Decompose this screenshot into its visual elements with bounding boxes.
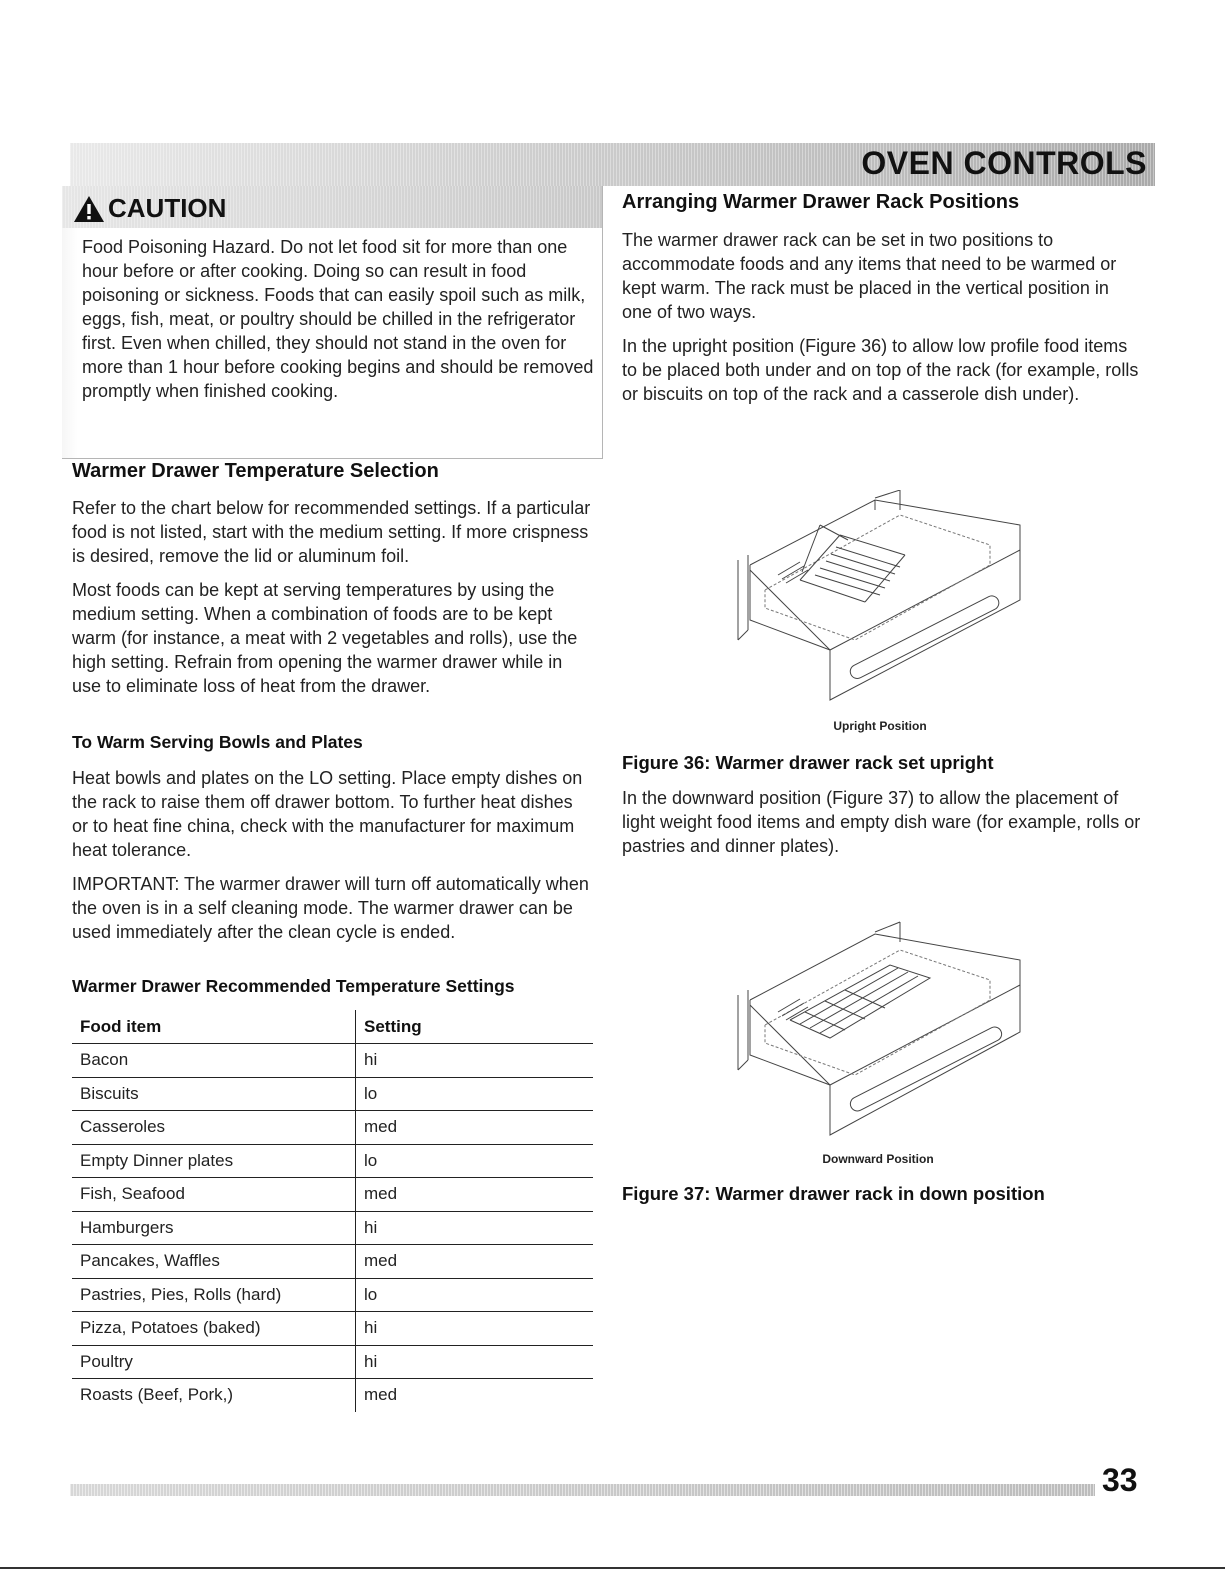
food-item-cell: Pancakes, Waffles <box>72 1245 356 1279</box>
temperature-selection-para-2: Most foods can be kept at serving temperatures by using the medium setting. When a combination of foods are to be kept warm (for instance, a meat with 2 vegetables and rolls), use the high setting. Refrain from opening the warmer drawer while in use to eliminate loss of heat from the drawer. <box>72 580 578 696</box>
table-row <box>72 1345 593 1379</box>
caution-header <box>62 186 602 228</box>
caution-title <box>72 193 226 224</box>
setting-cell: med <box>364 1385 398 1405</box>
food-item-cell: Poultry <box>72 1345 356 1379</box>
food-item-cell: Bacon <box>72 1044 356 1078</box>
figure-36-title: Figure 36: Warmer drawer rack set upright <box>622 752 994 773</box>
table-row <box>72 1278 593 1312</box>
table-row <box>72 1245 593 1279</box>
table-header-row <box>72 1010 593 1044</box>
table-row <box>72 1077 593 1111</box>
table-row <box>72 1111 593 1145</box>
table-row <box>72 1211 593 1245</box>
setting-cell: lo <box>356 1144 594 1178</box>
caution-label: CAUTION <box>108 193 227 223</box>
setting-cell: med <box>356 1178 594 1212</box>
header-band <box>70 143 1155 186</box>
rack-positions-para-3: In the downward position (Figure 37) to allow the placement of light weight food items and empty dish ware (for example, rolls or pastries and dinner plates). <box>622 788 1141 856</box>
food-item-cell: Roasts (Beef, Pork,) <box>72 1379 356 1412</box>
food-item-cell: Pastries, Pies, Rolls (hard) <box>72 1278 356 1312</box>
important-note-para: IMPORTANT: The warmer drawer will turn off automatically when the oven is in a self cleaning mode. The warmer drawer can be used immediately after the clean cycle is ended. <box>72 874 589 942</box>
temperature-settings-table <box>72 1010 593 1412</box>
column-header-food-item: Food item <box>72 1010 356 1044</box>
section-title: OVEN CONTROLS <box>861 145 1147 181</box>
food-item-cell: Fish, Seafood <box>72 1178 356 1212</box>
caution-box <box>62 186 603 459</box>
food-item-cell: Biscuits <box>72 1077 356 1111</box>
temperature-selection-para-1: Refer to the chart below for recommended settings. If a particular food is not listed, start with the medium setting. If more crispness is desired, remove the lid or aluminum foil. <box>72 498 591 566</box>
bottom-edge-rule <box>0 1567 1225 1569</box>
setting-cell: lo <box>356 1278 594 1312</box>
table-row <box>72 1379 593 1412</box>
rack-positions-para-2: In the upright position (Figure 36) to allow low profile food items to be placed both under and on top of the rack (for example, rolls or biscuits on top of the rack and a casserole dish under). <box>622 336 1139 404</box>
figure-36-caption: Upright Position <box>833 719 927 733</box>
warning-triangle-icon <box>72 194 106 224</box>
table-row <box>72 1312 593 1346</box>
setting-cell: med <box>356 1111 594 1145</box>
setting-cell: lo <box>356 1077 594 1111</box>
setting-cell: med <box>356 1245 594 1279</box>
figure-37-caption: Downward Position <box>822 1152 934 1166</box>
setting-cell: hi <box>356 1345 594 1379</box>
setting-cell: hi <box>356 1211 594 1245</box>
food-item-cell: Pizza, Potatoes (baked) <box>72 1312 356 1346</box>
setting-cell: hi <box>356 1044 594 1078</box>
setting-cell: hi <box>356 1312 594 1346</box>
drawer-downward-illustration <box>730 920 1030 1145</box>
footer-rule <box>70 1484 1095 1496</box>
figure-37-title: Figure 37: Warmer drawer rack in down position <box>622 1183 1045 1204</box>
food-item-cell: Empty Dinner plates <box>72 1144 356 1178</box>
temperature-selection-heading: Warmer Drawer Temperature Selection <box>72 460 439 482</box>
page-number: 33 <box>1102 1462 1138 1498</box>
caution-text: Food Poisoning Hazard. Do not let food sit for more than one hour before or after cooking. Doing so can result in food poisoning or sickness. Foods that can easily spoil such as milk, eggs, fish, meat, or poultry should be chilled in the refrigerator first. Even when chilled, they should not stand in the oven for more than 1 hour before cooking begins and should be removed promptly when finished cooking. <box>82 237 594 401</box>
rack-positions-heading: Arranging Warmer Drawer Rack Positions <box>622 191 1020 213</box>
table-row <box>72 1144 593 1178</box>
column-header-setting: Setting <box>356 1010 594 1044</box>
table-title: Warmer Drawer Recommended Temperature Settings <box>72 976 515 996</box>
table-row <box>72 1178 593 1212</box>
warm-bowls-para: Heat bowls and plates on the LO setting. Place empty dishes on the rack to raise them off drawer bottom. To further heat dishes or to heat fine china, check with the manufacturer for maximum heat tolerance. <box>72 768 583 860</box>
drawer-upright-illustration <box>730 490 1030 715</box>
food-item-cell: Casseroles <box>72 1111 356 1145</box>
table-row <box>72 1044 593 1078</box>
warm-bowls-subheading: To Warm Serving Bowls and Plates <box>72 732 363 752</box>
rack-positions-para-1: The warmer drawer rack can be set in two positions to accommodate foods and any items that need to be warmed or kept warm. The rack must be placed in the vertical position in one of two ways. <box>622 230 1117 322</box>
food-item-cell: Hamburgers <box>72 1211 356 1245</box>
